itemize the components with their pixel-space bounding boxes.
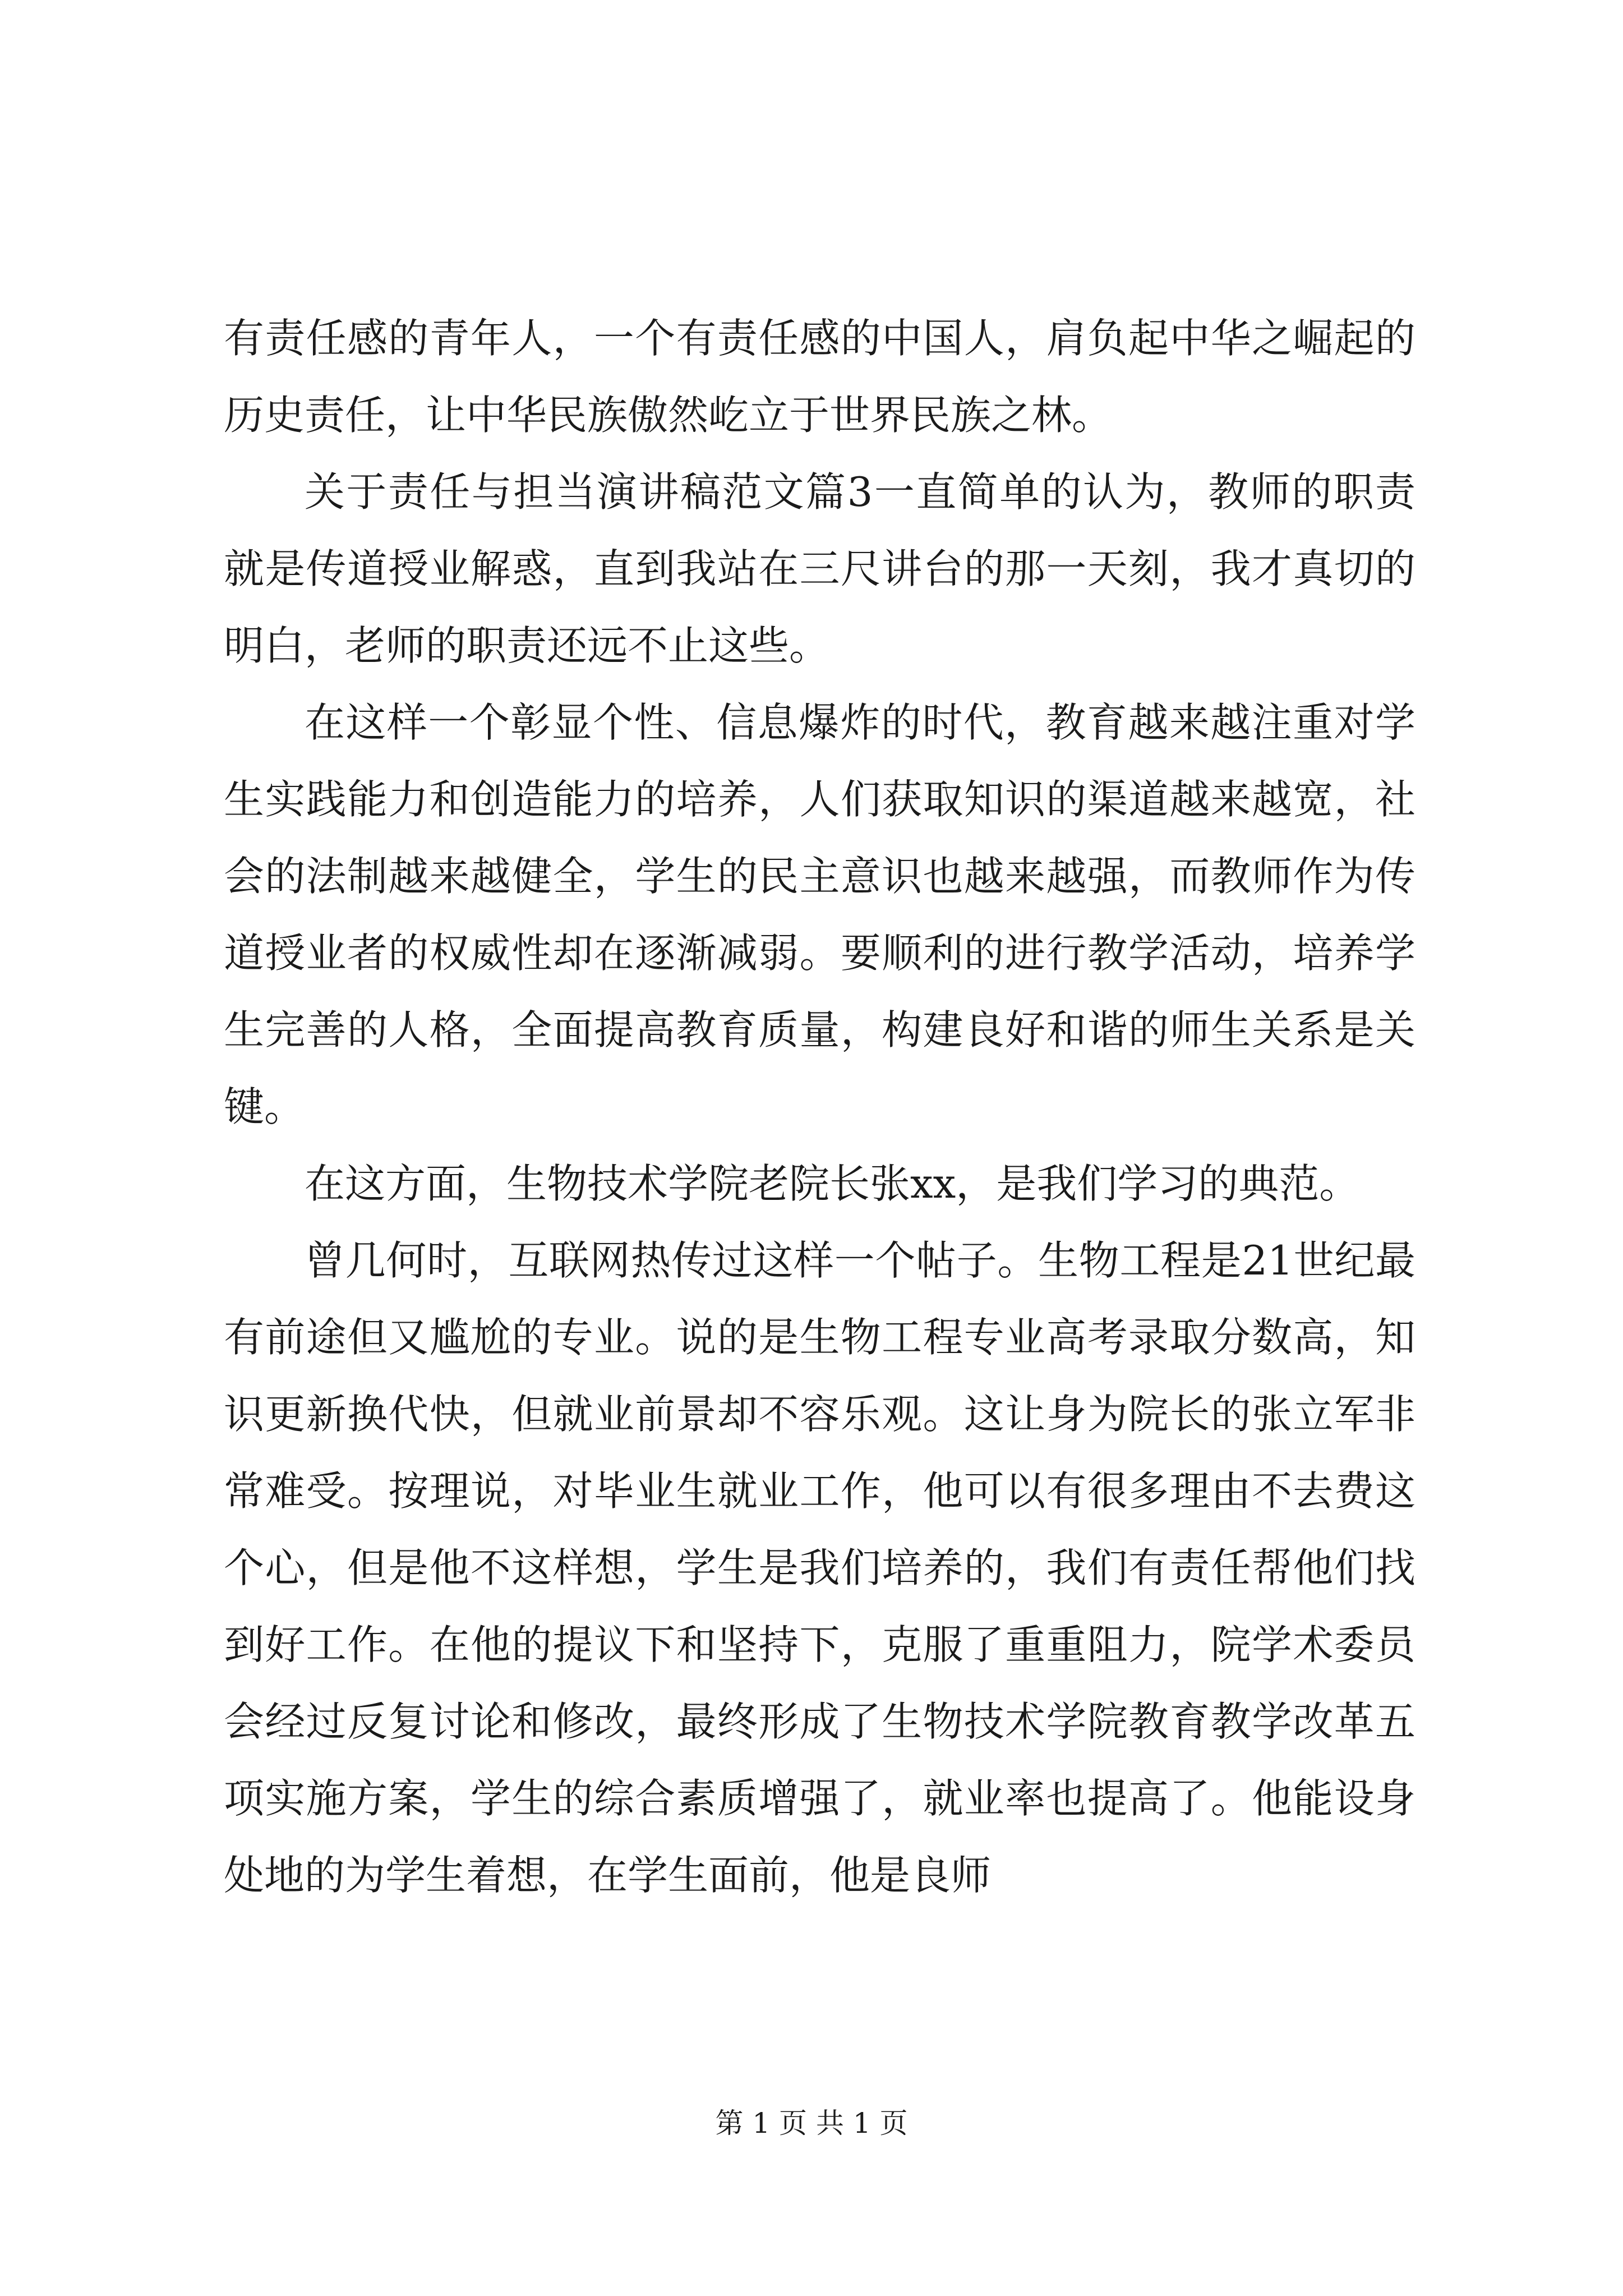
page-footer: 第 1 页 共 1 页 (715, 2107, 908, 2139)
paragraph-1: 有责任感的青年人，一个有责任感的中国人，肩负起中华之崛起的历史责任，让中华民族傲然屹立于世界民族之林。 (224, 315, 1415, 439)
document-body (224, 300, 1415, 1914)
paragraph-2: 关于责任与担当演讲稿范文篇3一直简单的认为，教师的职责就是传道授业解惑，直到我站在三尺讲台的那一天刻，我才真切的明白，老师的职责还远不止这些。 (224, 468, 1415, 669)
paragraph-4: 在这方面，生物技术学院老院长张xx，是我们学习的典范。 (305, 1160, 1360, 1207)
paragraph-3: 在这样一个彰显个性、信息爆炸的时代，教育越来越注重对学生实践能力和创造能力的培养，人们获取知识的渠道越来越宽，社会的法制越来越健全，学生的民主意识也越来越强，而教师作为传道授业者的权威性却在逐渐减弱。要顺利的进行教学活动，培养学生完善的人格，全面提高教育质量，构建良好和谐的师生关系是关键。 (224, 699, 1415, 1130)
paragraph-5: 曾几何时，互联网热传过这样一个帖子。生物工程是21世纪最有前途但又尴尬的专业。说的是生物工程专业高考录取分数高，知识更新换代快，但就业前景却不容乐观。这让身为院长的张立军非常难受。按理说，对毕业生就业工作，他可以有很多理由不去费这个心，但是他不这样想，学生是我们培养的，我们有责任帮他们找到好工作。在他的提议下和坚持下，克服了重重阻力，院学术委员会经过反复讨论和修改，最终形成了生物技术学院教育教学改革五项实施方案，学生的综合素质增强了，就业率也提高了。他能设身处地的为学生着想，在学生面前，他是良师 (224, 1237, 1415, 1899)
